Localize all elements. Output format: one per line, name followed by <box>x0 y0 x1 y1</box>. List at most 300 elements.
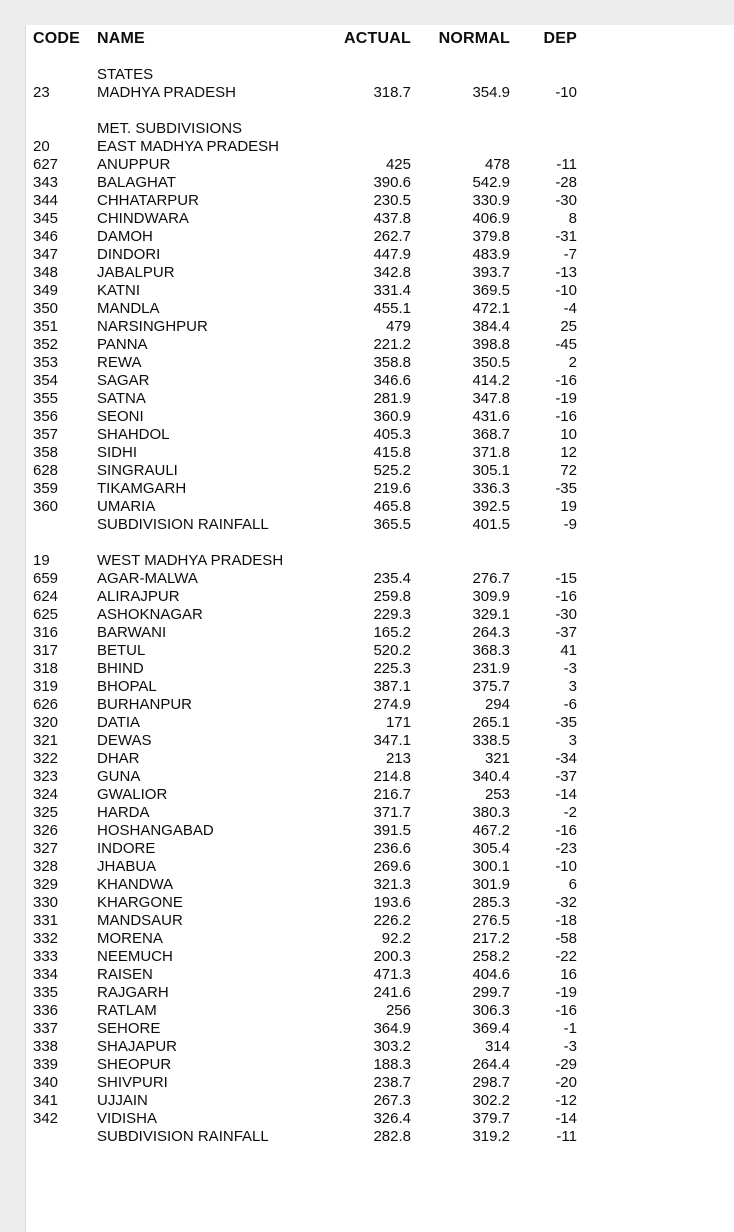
cell-actual <box>343 66 411 84</box>
cell-code: 358 <box>33 444 59 461</box>
cell-actual: 346.6 <box>373 372 411 389</box>
table-row <box>33 246 734 264</box>
cell-actual: 238.7 <box>373 1074 411 1091</box>
table-row <box>33 1056 734 1074</box>
cell-code: 348 <box>33 264 59 281</box>
table-row <box>33 264 734 282</box>
cell-actual: 479 <box>385 318 411 335</box>
cell-name: ANUPPUR <box>97 156 171 173</box>
cell-normal: 379.7 <box>472 1110 510 1127</box>
cell-code: 628 <box>33 462 59 479</box>
cell-name: GUNA <box>97 768 141 785</box>
table-row <box>33 318 734 336</box>
cell-dep: -30 <box>555 606 577 623</box>
cell-code: 316 <box>33 624 59 641</box>
cell-normal <box>411 552 510 570</box>
cell-dep: -3 <box>563 660 577 677</box>
table-row <box>33 624 734 642</box>
cell-normal: 338.5 <box>472 732 510 749</box>
cell-code: 347 <box>33 246 59 263</box>
cell-code: 318 <box>33 660 59 677</box>
section-heading-row <box>33 120 734 138</box>
cell-code: 320 <box>33 714 59 731</box>
table-row <box>33 948 734 966</box>
cell-name: JHABUA <box>97 858 157 875</box>
cell-dep: -16 <box>555 408 577 425</box>
cell-dep: 12 <box>560 444 577 461</box>
cell-normal: 264.4 <box>472 1056 510 1073</box>
cell-name: BALAGHAT <box>97 174 176 191</box>
cell-dep: 3 <box>568 678 577 695</box>
cell-normal: 478 <box>484 156 510 173</box>
cell-actual: 92.2 <box>381 930 411 947</box>
cell-normal: 336.3 <box>472 480 510 497</box>
cell-name: CHHATARPUR <box>97 192 199 209</box>
cell-normal: 380.3 <box>472 804 510 821</box>
cell-actual: 225.3 <box>373 660 411 677</box>
cell-normal: 294 <box>484 696 510 713</box>
cell-dep: 10 <box>560 426 577 443</box>
cell-dep <box>510 120 577 138</box>
cell-normal: 253 <box>484 786 510 803</box>
cell-code: 336 <box>33 1002 59 1019</box>
cell-actual: 269.6 <box>373 858 411 875</box>
table-row <box>33 678 734 696</box>
cell-actual: 274.9 <box>373 696 411 713</box>
cell-dep: -16 <box>555 1002 577 1019</box>
cell-actual: 318.7 <box>373 84 411 101</box>
cell-dep: -35 <box>555 714 577 731</box>
cell-dep: -28 <box>555 174 577 191</box>
cell-name: MANDSAUR <box>97 912 183 929</box>
cell-normal: 301.9 <box>472 876 510 893</box>
table-row <box>33 336 734 354</box>
cell-code: 659 <box>33 570 59 587</box>
cell-actual: 465.8 <box>373 498 411 515</box>
table-row <box>33 1020 734 1038</box>
cell-actual: 525.2 <box>373 462 411 479</box>
cell-name: SHAHDOL <box>97 426 170 443</box>
cell-dep: -3 <box>563 1038 577 1055</box>
table-row <box>33 606 734 624</box>
cell-normal: 300.1 <box>472 858 510 875</box>
table-row <box>33 390 734 408</box>
cell-dep: -10 <box>555 858 577 875</box>
cell-actual: 321.3 <box>373 876 411 893</box>
cell-dep: -6 <box>563 696 577 713</box>
cell-dep: -30 <box>555 192 577 209</box>
cell-dep: -7 <box>563 246 577 263</box>
table-row <box>33 84 734 102</box>
cell-actual: 281.9 <box>373 390 411 407</box>
cell-code: 339 <box>33 1056 59 1073</box>
cell-dep: -13 <box>555 264 577 281</box>
cell-name: RAJGARH <box>97 984 169 1001</box>
table-row <box>33 1110 734 1128</box>
cell-code: 360 <box>33 498 59 515</box>
cell-dep: -19 <box>555 390 577 407</box>
subdivision-total-row <box>33 1128 734 1146</box>
cell-normal: 285.3 <box>472 894 510 911</box>
cell-actual: 347.1 <box>373 732 411 749</box>
table-row <box>33 210 734 228</box>
table-row <box>33 498 734 516</box>
cell-code: 326 <box>33 822 59 839</box>
cell-actual: 256 <box>385 1002 411 1019</box>
column-header-dep: DEP <box>543 30 577 47</box>
cell-dep <box>510 66 577 84</box>
cell-code: 334 <box>33 966 59 983</box>
table-row <box>33 750 734 768</box>
cell-normal: 354.9 <box>472 84 510 101</box>
table-row <box>33 894 734 912</box>
section-heading-row <box>33 66 734 84</box>
cell-name: HOSHANGABAD <box>97 822 214 839</box>
cell-dep: 3 <box>568 732 577 749</box>
cell-normal: 368.3 <box>472 642 510 659</box>
cell-normal: 414.2 <box>472 372 510 389</box>
column-header-normal: NORMAL <box>438 30 510 47</box>
table-row <box>33 876 734 894</box>
cell-normal: 379.8 <box>472 228 510 245</box>
cell-normal: 321 <box>484 750 510 767</box>
table-row <box>33 174 734 192</box>
cell-actual: 188.3 <box>373 1056 411 1073</box>
cell-normal: 347.8 <box>472 390 510 407</box>
cell-dep: -10 <box>555 282 577 299</box>
cell-name: NARSINGHPUR <box>97 318 208 335</box>
cell-dep: 16 <box>560 966 577 983</box>
cell-normal: 404.6 <box>472 966 510 983</box>
cell-actual: 216.7 <box>373 786 411 803</box>
cell-actual <box>343 552 411 570</box>
table-row <box>33 1092 734 1110</box>
cell-code: 352 <box>33 336 59 353</box>
cell-code: 349 <box>33 282 59 299</box>
table-row <box>33 1074 734 1092</box>
cell-normal: 264.3 <box>472 624 510 641</box>
cell-dep: -16 <box>555 372 577 389</box>
cell-name: CHINDWARA <box>97 210 189 227</box>
cell-actual: 391.5 <box>373 822 411 839</box>
group-heading-row <box>33 552 734 570</box>
cell-name: BHIND <box>97 660 144 677</box>
table-row <box>33 642 734 660</box>
cell-actual: 447.9 <box>373 246 411 263</box>
cell-name: BURHANPUR <box>97 696 193 713</box>
cell-dep: -14 <box>555 786 577 803</box>
cell-code: 346 <box>33 228 59 245</box>
cell-dep: -2 <box>563 804 577 821</box>
cell-normal: 375.7 <box>472 678 510 695</box>
cell-dep: -37 <box>555 768 577 785</box>
cell-actual: 371.7 <box>373 804 411 821</box>
cell-normal: 299.7 <box>472 984 510 1001</box>
cell-normal: 467.2 <box>472 822 510 839</box>
cell-code: 327 <box>33 840 59 857</box>
table-row <box>33 372 734 390</box>
cell-name: BETUL <box>97 642 146 659</box>
cell-actual: 214.8 <box>373 768 411 785</box>
cell-normal: 369.5 <box>472 282 510 299</box>
cell-name: PANNA <box>97 336 148 353</box>
cell-actual <box>343 138 411 156</box>
cell-code: 624 <box>33 588 59 605</box>
subdivision-total-row <box>33 516 734 534</box>
cell-code: 341 <box>33 1092 59 1109</box>
cell-code: 356 <box>33 408 59 425</box>
cell-code <box>33 120 97 138</box>
cell-name: JABALPUR <box>97 264 175 281</box>
cell-actual: 219.6 <box>373 480 411 497</box>
cell-name: ASHOKNAGAR <box>97 606 203 623</box>
cell-code: 321 <box>33 732 59 749</box>
cell-normal: 483.9 <box>472 246 510 263</box>
cell-dep: -23 <box>555 840 577 857</box>
cell-dep: -10 <box>555 84 577 101</box>
cell-dep: -11 <box>556 156 577 173</box>
cell-dep: -22 <box>555 948 577 965</box>
cell-dep: 41 <box>560 642 577 659</box>
cell-code: 354 <box>33 372 59 389</box>
cell-code: 324 <box>33 786 59 803</box>
table-row <box>33 228 734 246</box>
cell-code: 332 <box>33 930 59 947</box>
cell-actual: 226.2 <box>373 912 411 929</box>
cell-code: 19 <box>33 552 50 569</box>
cell-code: 333 <box>33 948 59 965</box>
cell-actual: 360.9 <box>373 408 411 425</box>
cell-normal: 368.7 <box>472 426 510 443</box>
cell-name: RATLAM <box>97 1002 157 1019</box>
cell-name: MADHYA PRADESH <box>97 84 236 101</box>
table-row <box>33 822 734 840</box>
column-header-name: NAME <box>97 30 145 47</box>
cell-code: 351 <box>33 318 59 335</box>
cell-name: VIDISHA <box>97 1110 158 1127</box>
cell-normal: 542.9 <box>472 174 510 191</box>
cell-normal: 305.4 <box>472 840 510 857</box>
cell-dep: 25 <box>560 318 577 335</box>
table-row <box>33 660 734 678</box>
cell-dep: 2 <box>568 354 577 371</box>
cell-actual: 236.6 <box>373 840 411 857</box>
cell-code: 359 <box>33 480 59 497</box>
cell-actual: 342.8 <box>373 264 411 281</box>
cell-normal: 319.2 <box>472 1128 510 1145</box>
table-body <box>33 66 734 1146</box>
cell-actual: 364.9 <box>373 1020 411 1037</box>
cell-name: AGAR-MALWA <box>97 570 198 587</box>
table-row <box>33 984 734 1002</box>
cell-dep: -11 <box>556 1128 577 1145</box>
column-header-code: CODE <box>33 30 81 47</box>
cell-normal: 276.7 <box>472 570 510 587</box>
cell-actual: 193.6 <box>373 894 411 911</box>
cell-dep: -19 <box>555 984 577 1001</box>
table-row <box>33 912 734 930</box>
table-row <box>33 426 734 444</box>
cell-code: 319 <box>33 678 59 695</box>
table-header-row <box>33 30 734 48</box>
cell-code: 323 <box>33 768 59 785</box>
cell-code: 331 <box>33 912 59 929</box>
cell-actual: 390.6 <box>373 174 411 191</box>
table-row <box>33 786 734 804</box>
cell-normal: 371.8 <box>472 444 510 461</box>
table-row <box>33 408 734 426</box>
cell-name: TIKAMGARH <box>97 480 187 497</box>
cell-actual: 415.8 <box>373 444 411 461</box>
table-row <box>33 156 734 174</box>
cell-code: 322 <box>33 750 59 767</box>
cell-code: 625 <box>33 606 59 623</box>
table-row <box>33 696 734 714</box>
cell-normal: 398.8 <box>472 336 510 353</box>
cell-code: 335 <box>33 984 59 1001</box>
column-header-actual: ACTUAL <box>344 30 411 47</box>
cell-name: UMARIA <box>97 498 156 515</box>
cell-name: DATIA <box>97 714 141 731</box>
table-row <box>33 1038 734 1056</box>
cell-actual: 520.2 <box>373 642 411 659</box>
cell-name: DINDORI <box>97 246 161 263</box>
cell-code <box>33 66 97 84</box>
cell-normal: 401.5 <box>472 516 510 533</box>
table-row <box>33 462 734 480</box>
cell-dep: -16 <box>555 822 577 839</box>
table-row <box>33 966 734 984</box>
table-row <box>33 714 734 732</box>
cell-code: 345 <box>33 210 59 227</box>
cell-name: ALIRAJPUR <box>97 588 180 605</box>
cell-dep: 6 <box>568 876 577 893</box>
cell-normal: 350.5 <box>472 354 510 371</box>
cell-actual: 405.3 <box>373 426 411 443</box>
cell-dep: -58 <box>555 930 577 947</box>
cell-normal: 472.1 <box>472 300 510 317</box>
cell-normal: 369.4 <box>472 1020 510 1037</box>
cell-name: SHIVPURI <box>97 1074 168 1091</box>
cell-code: 329 <box>33 876 59 893</box>
cell-name: STATES <box>97 66 154 83</box>
cell-dep: -18 <box>555 912 577 929</box>
cell-code: 338 <box>33 1038 59 1055</box>
cell-dep: -34 <box>555 750 577 767</box>
cell-dep: 8 <box>568 210 577 227</box>
cell-code: 353 <box>33 354 59 371</box>
cell-name: MORENA <box>97 930 163 947</box>
cell-name: NEEMUCH <box>97 948 173 965</box>
cell-normal: 329.1 <box>472 606 510 623</box>
cell-actual: 303.2 <box>373 1038 411 1055</box>
cell-dep: -31 <box>555 228 577 245</box>
rainfall-report-panel <box>25 25 734 1232</box>
table-row <box>33 354 734 372</box>
cell-normal: 276.5 <box>472 912 510 929</box>
cell-dep: -16 <box>555 588 577 605</box>
cell-name: DAMOH <box>97 228 153 245</box>
cell-normal: 431.6 <box>472 408 510 425</box>
cell-name: KHANDWA <box>97 876 174 893</box>
cell-normal: 384.4 <box>472 318 510 335</box>
cell-name: EAST MADHYA PRADESH <box>97 138 279 155</box>
cell-normal: 231.9 <box>472 660 510 677</box>
cell-normal: 340.4 <box>472 768 510 785</box>
cell-code: 350 <box>33 300 59 317</box>
table-row <box>33 480 734 498</box>
cell-actual: 282.8 <box>373 1128 411 1145</box>
cell-actual: 365.5 <box>373 516 411 533</box>
cell-name: SATNA <box>97 390 146 407</box>
cell-name: DEWAS <box>97 732 152 749</box>
cell-dep: -12 <box>555 1092 577 1109</box>
cell-code: 330 <box>33 894 59 911</box>
cell-normal <box>411 120 510 138</box>
cell-actual: 387.1 <box>373 678 411 695</box>
cell-normal: 265.1 <box>472 714 510 731</box>
cell-actual: 235.4 <box>373 570 411 587</box>
cell-actual: 267.3 <box>373 1092 411 1109</box>
cell-normal: 258.2 <box>472 948 510 965</box>
cell-code: 328 <box>33 858 59 875</box>
cell-actual: 230.5 <box>373 192 411 209</box>
cell-name: KHARGONE <box>97 894 183 911</box>
cell-name: SUBDIVISION RAINFALL <box>97 1128 269 1145</box>
cell-name: SAGAR <box>97 372 150 389</box>
cell-dep: -29 <box>555 1056 577 1073</box>
cell-name: REWA <box>97 354 142 371</box>
cell-dep: -37 <box>555 624 577 641</box>
cell-name: SINGRAULI <box>97 462 178 479</box>
cell-code: 626 <box>33 696 59 713</box>
cell-normal: 314 <box>484 1038 510 1055</box>
cell-code: 340 <box>33 1074 59 1091</box>
cell-actual: 165.2 <box>373 624 411 641</box>
cell-name: WEST MADHYA PRADESH <box>97 552 284 569</box>
cell-name: DHAR <box>97 750 140 767</box>
cell-dep: -35 <box>555 480 577 497</box>
table-row <box>33 768 734 786</box>
cell-code: 627 <box>33 156 59 173</box>
cell-name: SHAJAPUR <box>97 1038 178 1055</box>
cell-code: 355 <box>33 390 59 407</box>
cell-dep: -1 <box>563 1020 577 1037</box>
group-heading-row <box>33 138 734 156</box>
cell-normal: 406.9 <box>472 210 510 227</box>
cell-code: 337 <box>33 1020 59 1037</box>
cell-normal: 305.1 <box>472 462 510 479</box>
cell-actual: 221.2 <box>373 336 411 353</box>
cell-code: 20 <box>33 138 50 155</box>
cell-actual <box>343 120 411 138</box>
cell-name: RAISEN <box>97 966 153 983</box>
cell-dep: -9 <box>563 516 577 533</box>
cell-actual: 259.8 <box>373 588 411 605</box>
cell-normal <box>411 138 510 156</box>
table-row <box>33 444 734 462</box>
cell-dep: 72 <box>560 462 577 479</box>
cell-actual: 471.3 <box>373 966 411 983</box>
cell-name: GWALIOR <box>97 786 168 803</box>
cell-code <box>33 516 97 534</box>
table-row <box>33 570 734 588</box>
cell-name: SHEOPUR <box>97 1056 172 1073</box>
cell-dep: -20 <box>555 1074 577 1091</box>
table-row <box>33 858 734 876</box>
table-row <box>33 840 734 858</box>
table-row <box>33 1002 734 1020</box>
